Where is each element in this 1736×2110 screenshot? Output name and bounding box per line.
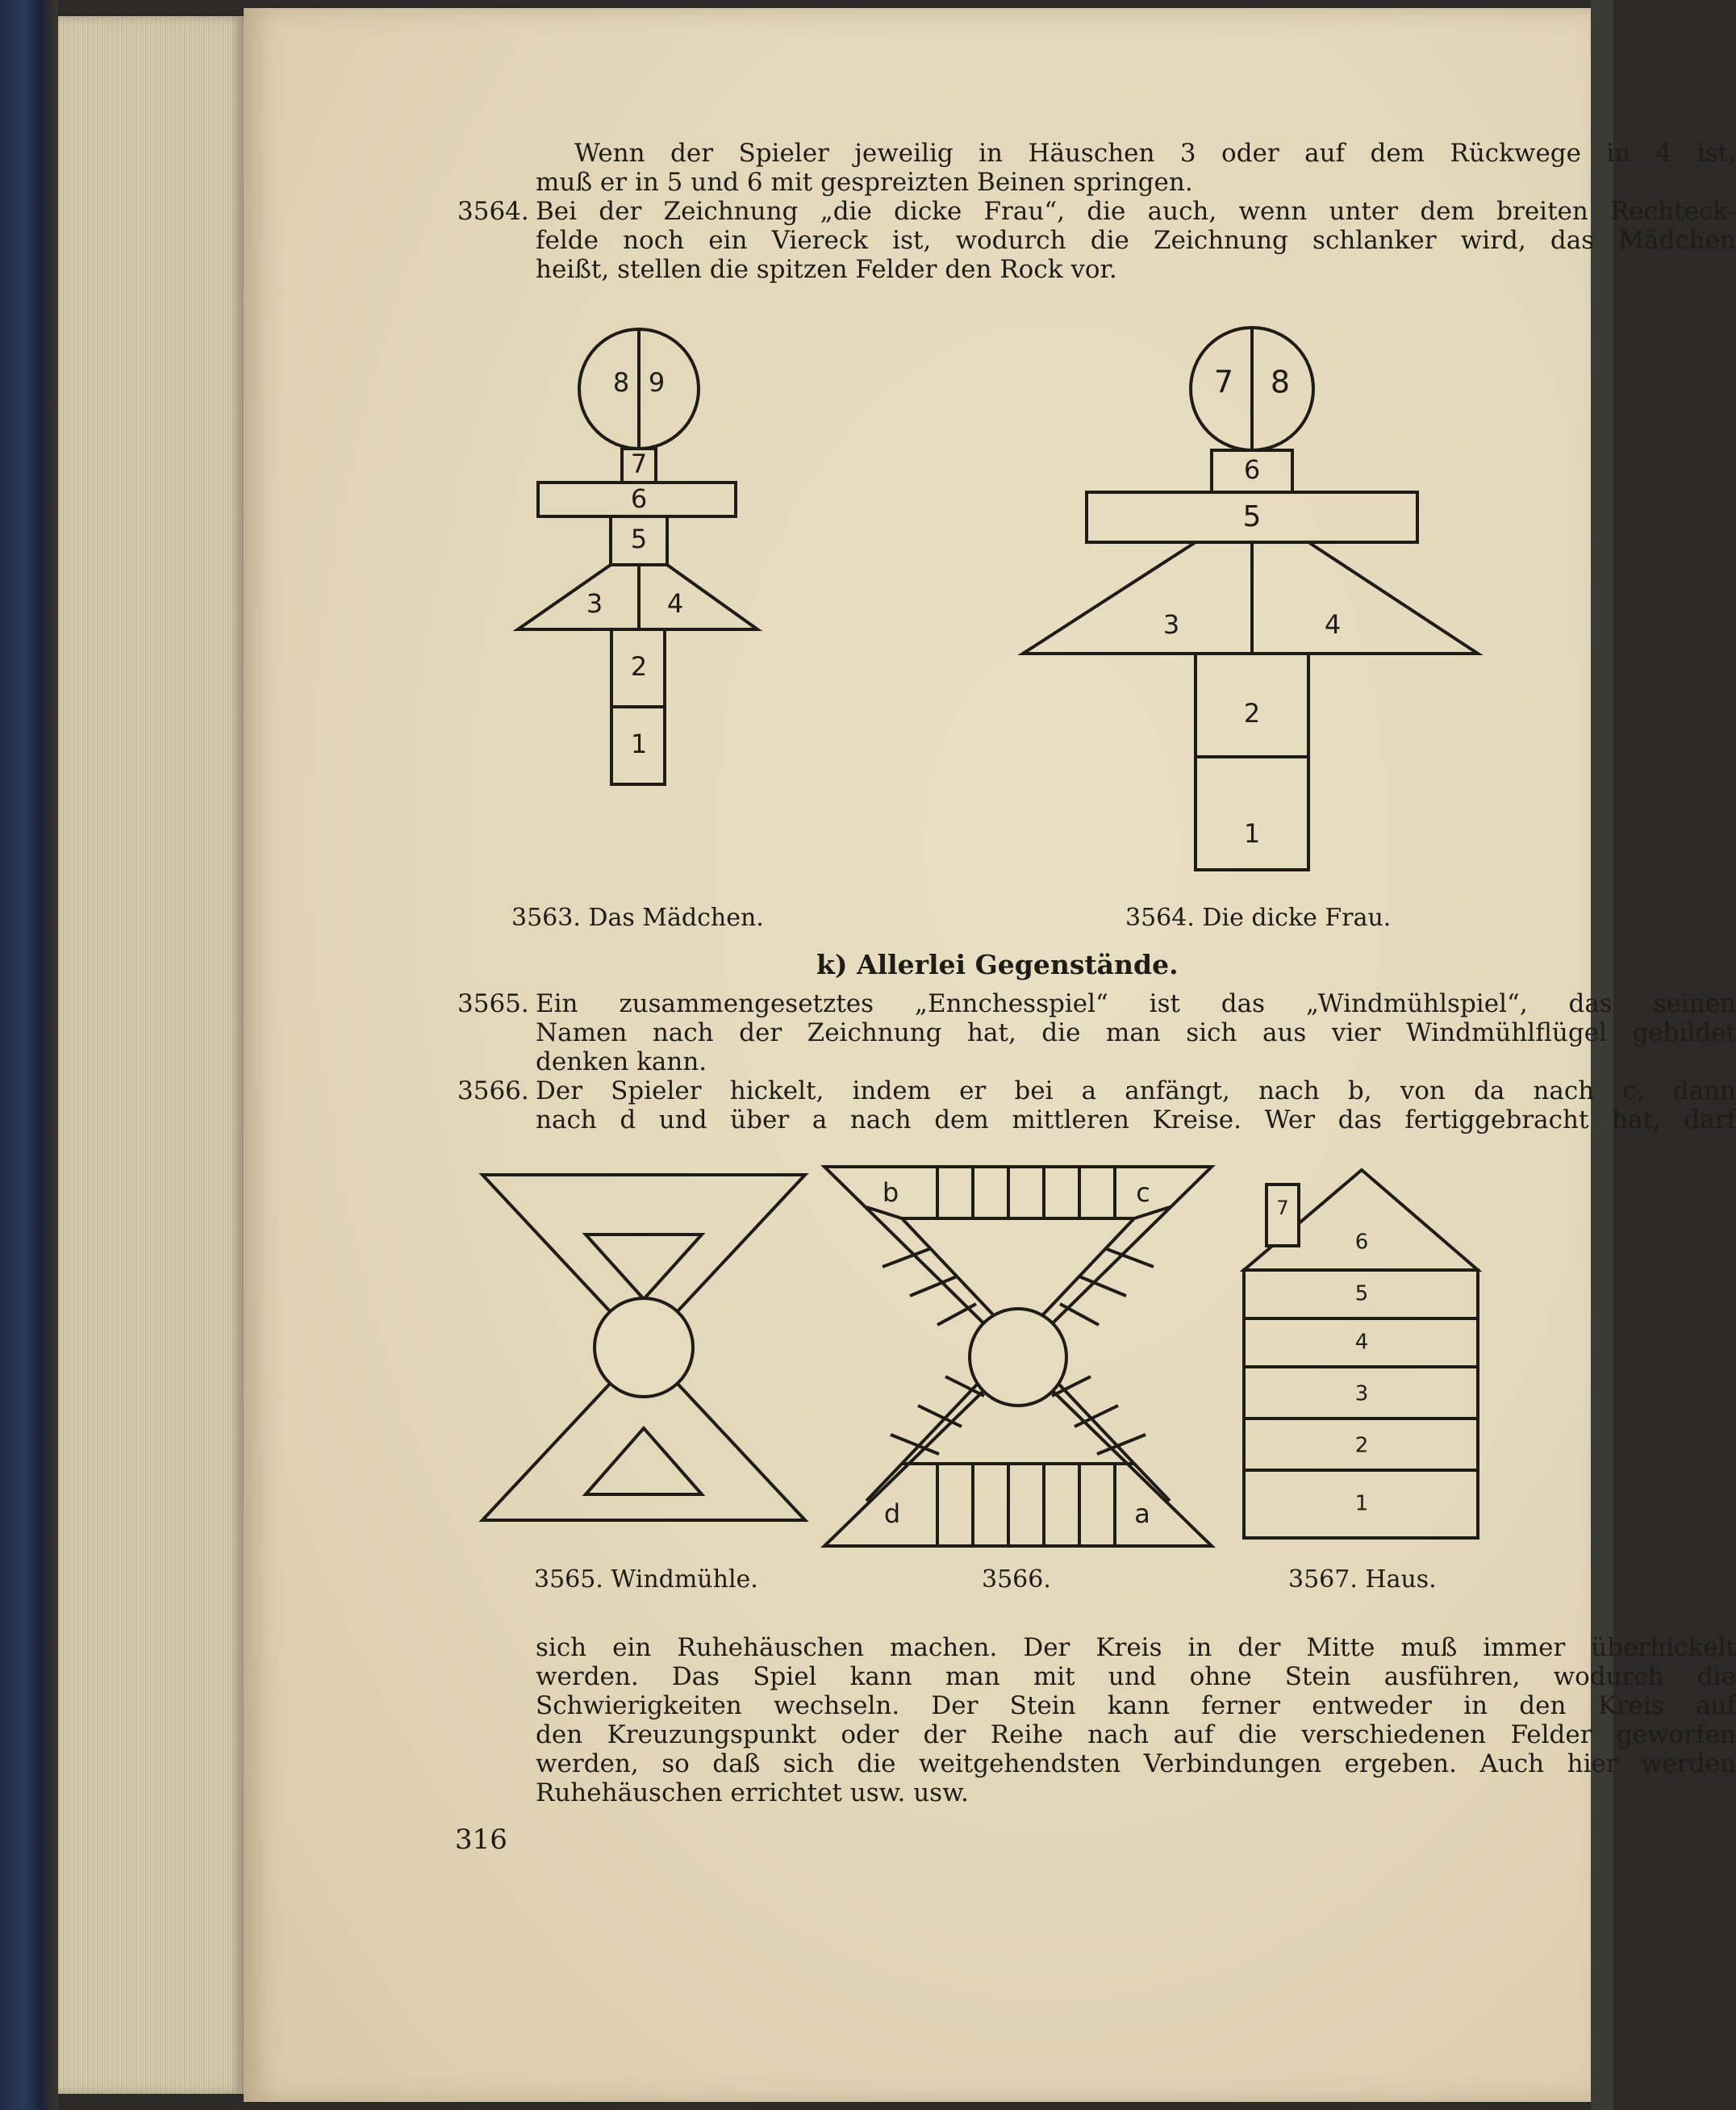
field-label: 4 <box>1354 1330 1369 1355</box>
text-line: Bei der Zeichnung „die dicke Frau“, die auch, wenn unter dem breiten Rechteck- <box>536 197 1736 226</box>
field-label: 2 <box>1354 1433 1369 1458</box>
figure-3566-cross-board <box>818 1154 1221 1557</box>
figure-caption: 3565. Windmühle. <box>534 1565 758 1594</box>
field-label: 3 <box>586 588 603 619</box>
text-line: Namen nach der Zeichnung hat, die man sich aus vier Windmühlflügel gebildet <box>536 1018 1736 1047</box>
field-label: 1 <box>630 729 648 759</box>
text-line: heißt, stellen die spitzen Felder den Rock vor. <box>536 255 1117 284</box>
book-page <box>244 8 1736 2102</box>
figure-3564-fat-woman <box>1010 299 1510 912</box>
inner-bottom-triangle <box>586 1428 702 1494</box>
text-line: sich ein Ruhehäuschen machen. Der Kreis in der Mitte muß immer überhickelt <box>536 1633 1736 1662</box>
figure-caption: 3563. Das Mädchen. <box>511 904 764 932</box>
section-heading: k) Allerlei Gegenstände. <box>816 949 1179 980</box>
item-number: 3566. <box>457 1076 529 1105</box>
text-line: muß er in 5 und 6 mit gespreizten Beinen springen. <box>536 168 1193 197</box>
field-label: 4 <box>1324 609 1342 640</box>
page-stack-edge <box>58 16 244 2094</box>
page-number: 316 <box>455 1824 507 1856</box>
text-line: Wenn der Spieler jeweilig in Häuschen 3 oder auf dem Rückwege in 4 ist, <box>574 139 1736 168</box>
field-label: 4 <box>666 588 684 619</box>
text-line: Ein zusammengesetztes „Ennchesspiel“ ist das „Windmühlspiel“, das seinen <box>536 989 1736 1018</box>
field-label: 8 <box>1270 364 1291 400</box>
figure-caption: 3564. Die dicke Frau. <box>1125 904 1392 932</box>
text-line: nach d und über a nach dem mittleren Kreise. Wer das fertiggebracht hat, darf <box>536 1105 1736 1134</box>
field-label: d <box>883 1498 901 1529</box>
field-label: 5 <box>1354 1281 1369 1306</box>
item-number: 3564. <box>457 197 529 226</box>
inner-top-triangle <box>586 1235 702 1299</box>
item-number: 3565. <box>457 989 529 1018</box>
field-label: b <box>882 1177 899 1208</box>
text-line: Ruhehäuschen errichtet usw. usw. <box>536 1778 969 1807</box>
book-cover-edge <box>0 0 58 2110</box>
figure-3563-girl <box>445 307 865 888</box>
field-label: 6 <box>1354 1230 1369 1255</box>
field-label: a <box>1134 1498 1150 1529</box>
field-label: 5 <box>1242 500 1262 533</box>
field-label: 7 <box>1276 1197 1289 1219</box>
figure-3567-house <box>1236 1154 1510 1573</box>
background-strip <box>1591 0 1613 2110</box>
text-line: werden, so daß sich die weitgehendsten Verbindungen ergeben. Auch hier werden <box>536 1749 1736 1778</box>
field-label: 8 <box>612 367 630 398</box>
field-label: 7 <box>630 449 648 479</box>
text-line: Der Spieler hickelt, indem er bei a anfängt, nach b, von da nach c, dann <box>536 1076 1736 1105</box>
field-label: 7 <box>1213 364 1234 400</box>
field-label: 5 <box>630 524 648 554</box>
field-label: 9 <box>648 367 666 398</box>
text-line: felde noch ein Viereck ist, wodurch die Zeichnung schlanker wird, das Mädchen <box>536 226 1736 255</box>
field-label: 3 <box>1162 609 1180 640</box>
field-label: 2 <box>1243 698 1261 729</box>
figure-caption: 3567. Haus. <box>1288 1565 1437 1594</box>
text-line: werden. Das Spiel kann man mit und ohne Stein ausführen, wodurch die <box>536 1662 1736 1691</box>
figure-caption: 3566. <box>982 1565 1051 1594</box>
field-label: 6 <box>630 483 648 514</box>
center-circle <box>970 1309 1066 1406</box>
field-label: 1 <box>1243 818 1261 849</box>
field-label: c <box>1136 1177 1150 1208</box>
text-line: den Kreuzungspunkt oder der Reihe nach auf die verschiedenen Felder geworfen <box>536 1720 1736 1749</box>
center-circle <box>595 1298 693 1397</box>
text-line: denken kann. <box>536 1047 707 1076</box>
text-line: Schwierigkeiten wechseln. Der Stein kann ferner entweder in den Kreis auf <box>536 1691 1736 1720</box>
field-label: 6 <box>1243 454 1261 485</box>
field-label: 1 <box>1354 1491 1369 1516</box>
figure-3565-windmill <box>469 1162 841 1565</box>
field-label: 3 <box>1354 1381 1369 1406</box>
field-label: 2 <box>630 651 648 682</box>
leg-field-lower <box>1196 757 1308 870</box>
